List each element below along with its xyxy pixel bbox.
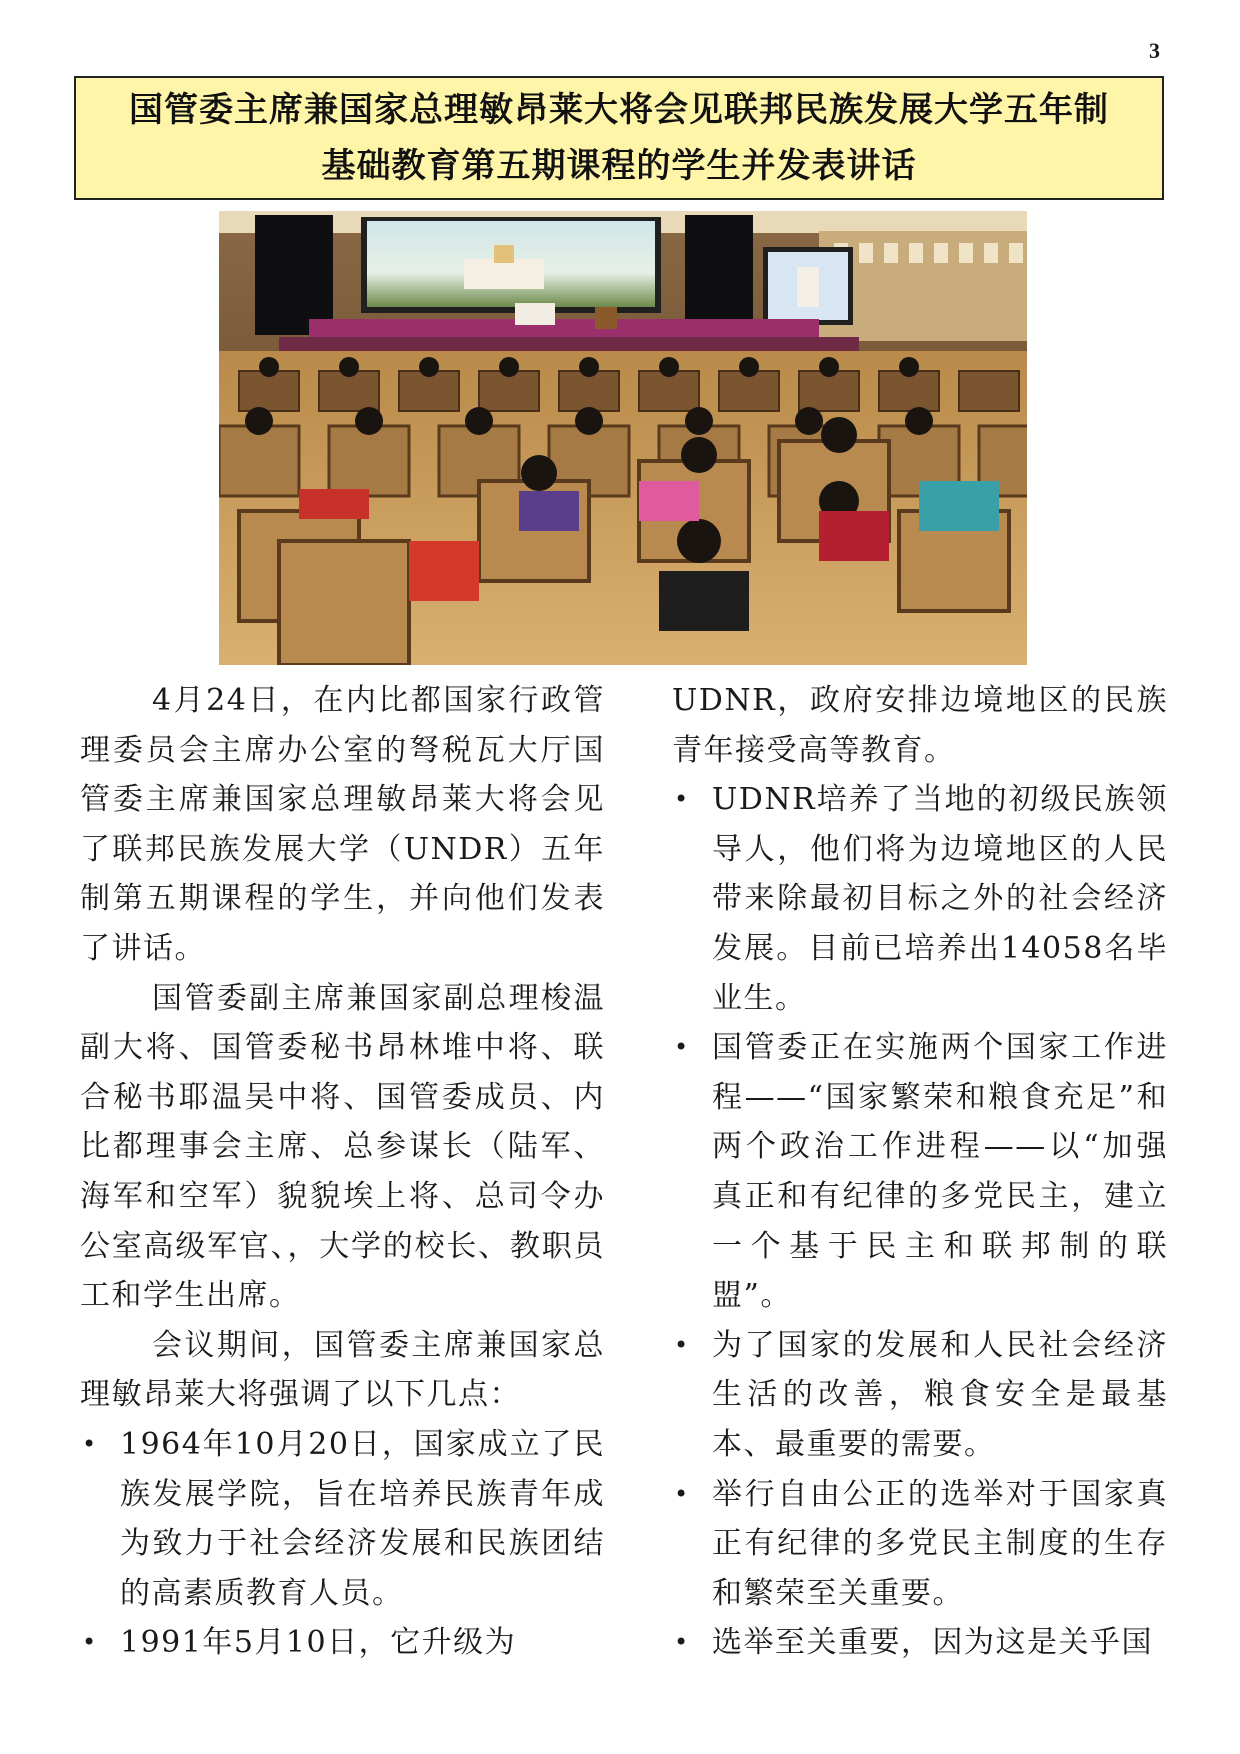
paragraph-key-points-intro: 会议期间，国管委主席兼国家总理敏昂莱大将强调了以下几点： — [80, 1327, 605, 1413]
article-title-line-1: 国管委主席兼国家总理敏昂莱大将会见联邦民族发展大学五年制 — [129, 90, 1109, 130]
bullet-item-work-processes: • 国管委正在实施两个国家工作进程——“国家繁荣和粮食充足”和两个政治工作进程——以“加强真正和有纪律的多党民主，建立一个基于民主和联邦制的联盟”。 — [672, 1023, 1168, 1321]
article-title-line-2: 基础教育第五期课程的学生并发表讲话 — [321, 146, 917, 186]
page-number: 3 — [1149, 38, 1160, 63]
paragraph-meeting-intro: 4月24日，在内比都国家行政管理委员会主席办公室的弩税瓦大厅国管委主席兼国家总理敏昂莱大将会见了联邦民族发展大学（UNDR）五年制第五期课程的学生，并向他们发表了讲话。 — [80, 683, 605, 966]
article-title-box — [74, 76, 1164, 200]
bullet-item-food-security: • 为了国家的发展和人民社会经济生活的改善，粮食安全是最基本、最重要的需要。 — [672, 1321, 1168, 1470]
right-column — [672, 676, 1168, 1668]
bullet-item-udnr-leaders: • UDNR培养了当地的初级民族领导人，他们将为边境地区的人民带来除最初目标之外的社会经济发展。目前已培养出14058名毕业生。 — [672, 775, 1168, 1023]
bullet-item-1964: • 1964年10月20日，国家成立了民族发展学院，旨在培养民族青年成为致力于社会经济发展和民族团结的高素质教育人员。 — [80, 1420, 605, 1618]
bullet-continuation: UDNR，政府安排边境地区的民族青年接受高等教育。 — [672, 683, 1168, 768]
article-photo — [219, 211, 1027, 665]
left-column — [80, 676, 605, 1668]
bullet-item-fair-elections: • 举行自由公正的选举对于国家真正有纪律的多党民主制度的生存和繁荣至关重要。 — [672, 1470, 1168, 1619]
bullet-item-1991: • 1991年5月10日，它升级为 — [80, 1618, 605, 1668]
paragraph-attendees: 国管委副主席兼国家副总理梭温副大将、国管委秘书昂林堆中将、联合秘书耶温吴中将、国管委成员、内比都理事会主席、总参谋长（陆军、海军和空军）貌貌埃上将、总司令办公室高级军官、，大学的校长、教职员工和学生出席。 — [80, 980, 605, 1314]
bullet-item-election-importance: • 选举至关重要，因为这是关乎国 — [672, 1618, 1168, 1668]
